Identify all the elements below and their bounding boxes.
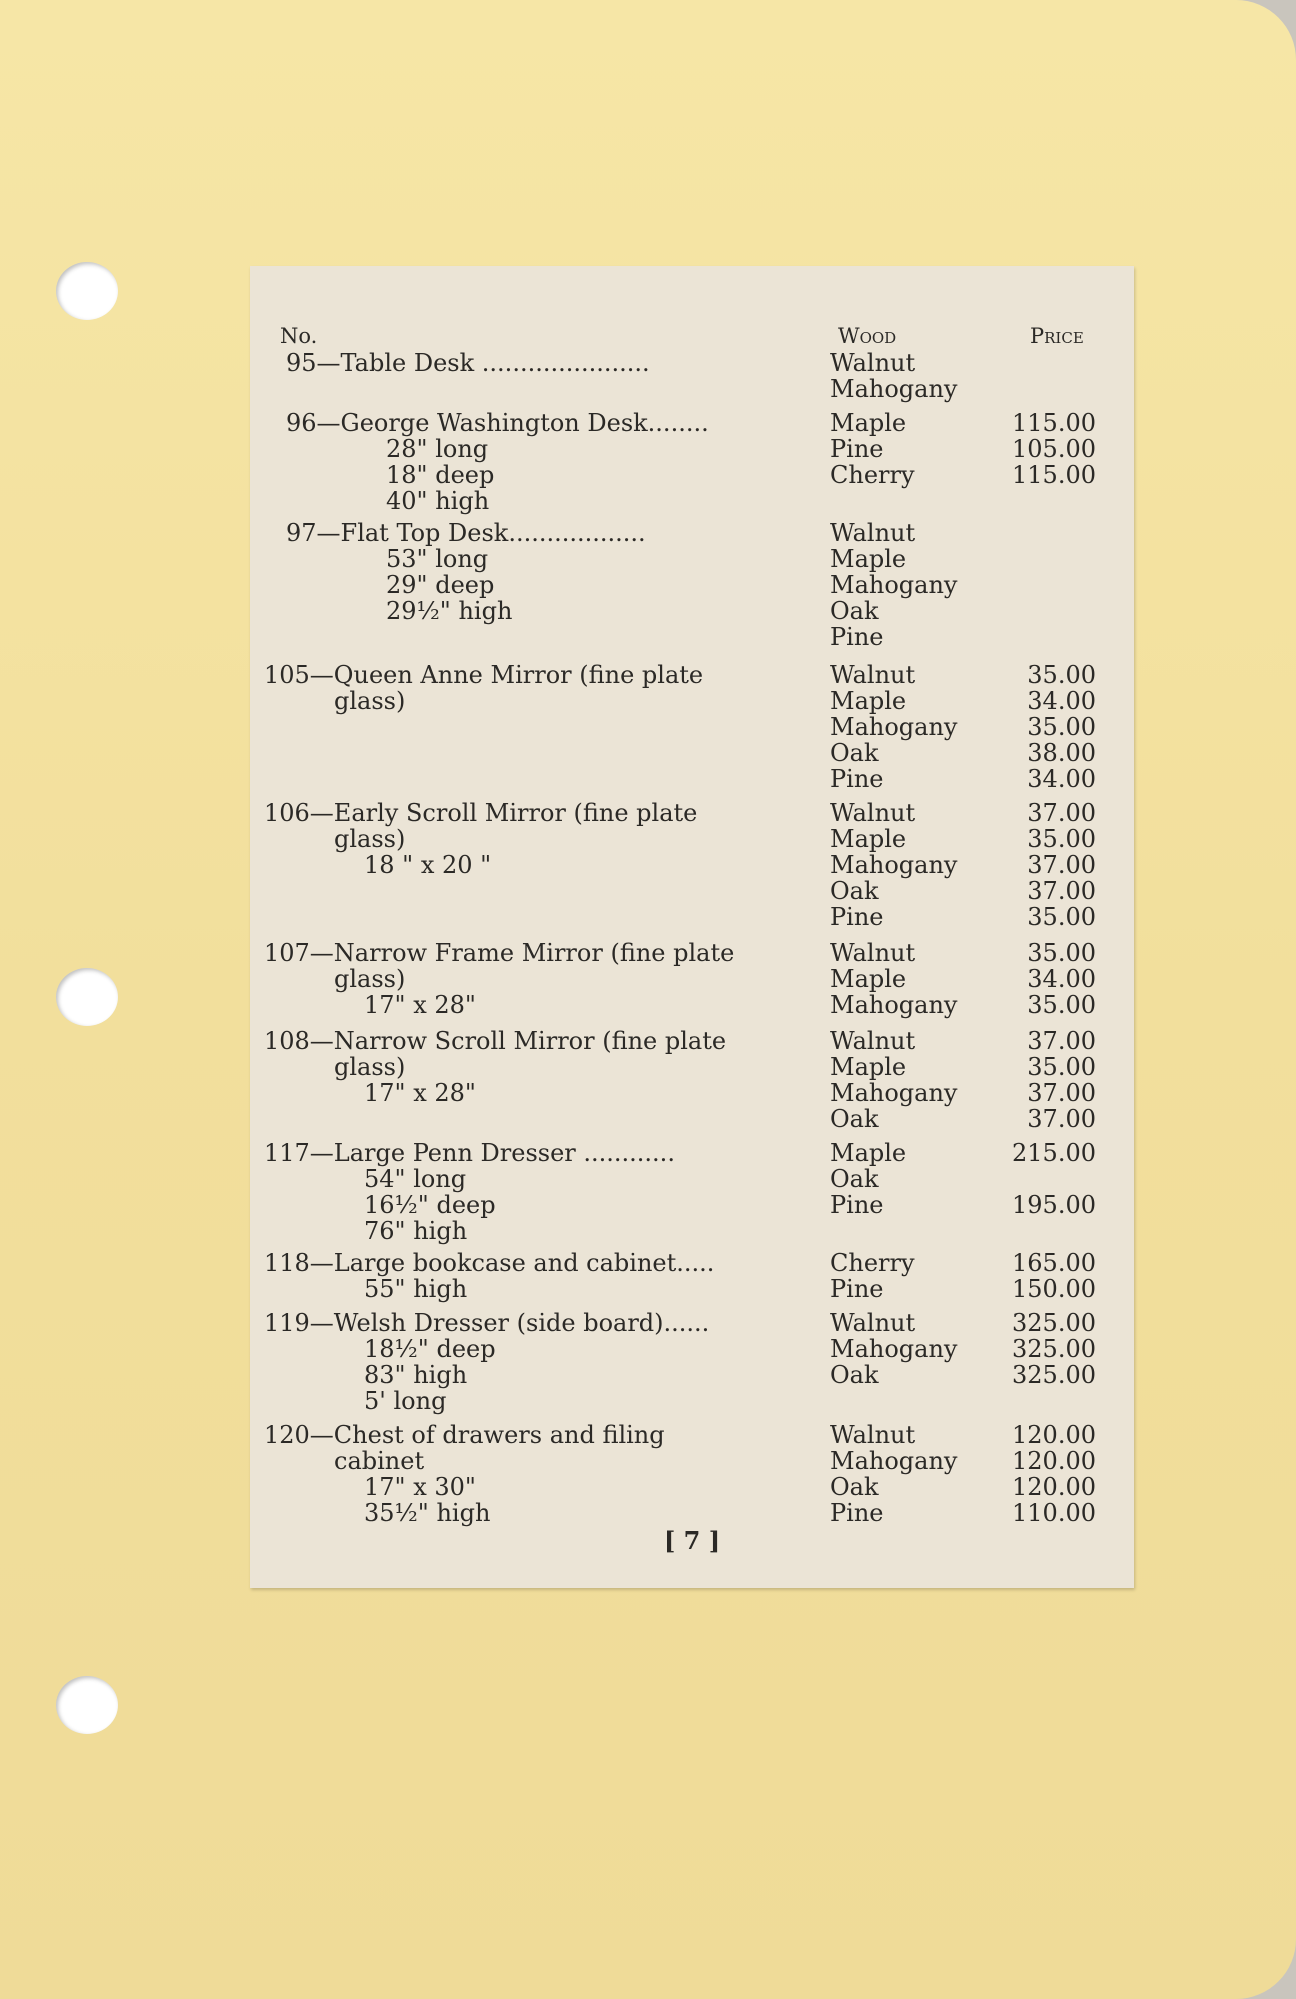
wood-list (830, 1422, 980, 1526)
price-value: 215.00 (1012, 1139, 1096, 1167)
wood-option: Oak (830, 739, 879, 767)
item-dimension: 76" high (364, 1217, 468, 1245)
wood-option: Walnut (830, 799, 916, 827)
wood-list (830, 940, 980, 1018)
item-dimension: 40" high (386, 487, 490, 515)
item-title: 119—Welsh Dresser (side board)...... (264, 1309, 710, 1337)
wood-option: Oak (830, 1165, 879, 1193)
wood-option: Oak (830, 877, 879, 905)
item-dimension: 53" long (386, 545, 489, 573)
price-value: 110.00 (1012, 1499, 1096, 1527)
wood-option: Maple (830, 409, 907, 437)
punch-hole (56, 968, 118, 1026)
wood-option: Maple (830, 545, 907, 573)
price-value: 37.00 (1027, 1027, 1096, 1055)
wood-list (830, 800, 980, 930)
wood-option: Pine (830, 765, 884, 793)
wood-option: Cherry (830, 461, 915, 489)
item-dimension: 5' long (364, 1387, 447, 1415)
price-list (990, 1140, 1096, 1218)
price-list (990, 1422, 1096, 1526)
wood-list (830, 410, 980, 488)
item-title: 97—Flat Top Desk.................. (286, 519, 646, 547)
punch-hole (56, 262, 118, 320)
item-title-continuation: glass) (334, 687, 406, 715)
wood-list (830, 1140, 980, 1218)
item-description (286, 520, 846, 624)
price-value: 325.00 (1012, 1335, 1096, 1363)
wood-option: Walnut (830, 1309, 916, 1337)
item-title: 105—Queen Anne Mirror (fine plate (264, 661, 704, 689)
price-list (990, 410, 1096, 488)
wood-option: Oak (830, 1361, 879, 1389)
price-value: 35.00 (1027, 903, 1096, 931)
item-description (264, 1028, 824, 1106)
wood-option: Mahogany (830, 1079, 958, 1107)
item-description (264, 800, 824, 878)
item-title: 120—Chest of drawers and filing (264, 1421, 665, 1449)
wood-list (830, 520, 980, 650)
price-value: 37.00 (1027, 877, 1096, 905)
price-value: 35.00 (1027, 991, 1096, 1019)
wood-option: Walnut (830, 519, 916, 547)
wood-option: Maple (830, 825, 907, 853)
wood-option: Cherry (830, 1249, 915, 1277)
wood-list (830, 1028, 980, 1132)
item-title: 107—Narrow Frame Mirror (fine plate (264, 939, 735, 967)
wood-option: Pine (830, 903, 884, 931)
wood-option: Mahogany (830, 851, 958, 879)
price-value: 120.00 (1012, 1447, 1096, 1475)
price-value: 325.00 (1012, 1309, 1096, 1337)
item-description (264, 1310, 824, 1414)
wood-option: Pine (830, 1191, 884, 1219)
item-description (286, 410, 846, 514)
item-dimension: 29" deep (386, 571, 495, 599)
wood-option: Mahogany (830, 571, 958, 599)
item-description (264, 1250, 824, 1302)
wood-option: Mahogany (830, 991, 958, 1019)
item-dimension: 16½" deep (364, 1191, 496, 1219)
page-number: [ 7 ] (663, 1526, 721, 1555)
wood-option: Pine (830, 1499, 884, 1527)
price-value: 34.00 (1027, 965, 1096, 993)
price-value: 120.00 (1012, 1421, 1096, 1449)
wood-option: Oak (830, 1473, 879, 1501)
item-dimension: 17" x 28" (364, 991, 476, 1019)
item-dimension: 17" x 28" (364, 1079, 476, 1107)
header-price: Price (1030, 324, 1084, 348)
wood-option: Maple (830, 965, 907, 993)
item-dimension: 18 " x 20 " (364, 851, 492, 879)
price-list (990, 800, 1096, 930)
item-title: 106—Early Scroll Mirror (fine plate (264, 799, 698, 827)
wood-option: Walnut (830, 349, 916, 377)
wood-list (830, 350, 980, 402)
item-dimension: 17" x 30" (364, 1473, 476, 1501)
item-description (264, 1140, 824, 1244)
wood-option: Pine (830, 623, 884, 651)
item-dimension: 29½" high (386, 597, 513, 625)
item-title: 108—Narrow Scroll Mirror (fine plate (264, 1027, 727, 1055)
item-dimension: 18" deep (386, 461, 495, 489)
price-value: 37.00 (1027, 851, 1096, 879)
wood-option: Oak (830, 1105, 879, 1133)
price-value: 38.00 (1027, 739, 1096, 767)
price-value: 37.00 (1027, 799, 1096, 827)
item-description (286, 350, 846, 376)
price-value: 37.00 (1027, 1105, 1096, 1133)
item-dimension: 83" high (364, 1361, 468, 1389)
item-description (264, 1422, 824, 1526)
price-value: 120.00 (1012, 1473, 1096, 1501)
wood-list (830, 662, 980, 792)
header-no: No. (280, 324, 318, 348)
price-value: 35.00 (1027, 825, 1096, 853)
wood-option: Walnut (830, 1421, 916, 1449)
price-value: 35.00 (1027, 661, 1096, 689)
price-value: 115.00 (1012, 409, 1096, 437)
price-value: 35.00 (1027, 939, 1096, 967)
wood-option: Walnut (830, 939, 916, 967)
price-value: 150.00 (1012, 1275, 1096, 1303)
wood-option: Mahogany (830, 1335, 958, 1363)
item-title-continuation: cabinet (334, 1447, 425, 1475)
item-dimension: 35½" high (364, 1499, 491, 1527)
wood-option: Oak (830, 597, 879, 625)
price-list (990, 1250, 1096, 1302)
wood-option: Pine (830, 1275, 884, 1303)
wood-option: Maple (830, 687, 907, 715)
price-value: 325.00 (1012, 1361, 1096, 1389)
price-value: 34.00 (1027, 687, 1096, 715)
item-title-continuation: glass) (334, 1053, 406, 1081)
price-value: 115.00 (1012, 461, 1096, 489)
wood-option: Mahogany (830, 713, 958, 741)
item-title-continuation: glass) (334, 965, 406, 993)
wood-option: Walnut (830, 1027, 916, 1055)
item-description (264, 662, 824, 714)
item-dimension: 55" high (364, 1275, 468, 1303)
item-title: 96—George Washington Desk........ (286, 409, 709, 437)
item-description (264, 940, 824, 1018)
header-wood: Wood (838, 324, 897, 348)
price-value: 35.00 (1027, 1053, 1096, 1081)
wood-option: Mahogany (830, 375, 958, 403)
price-list (990, 662, 1096, 792)
item-dimension: 54" long (364, 1165, 467, 1193)
wood-option: Mahogany (830, 1447, 958, 1475)
item-title: 117—Large Penn Dresser ............ (264, 1139, 675, 1167)
wood-option: Maple (830, 1139, 907, 1167)
price-list (990, 1028, 1096, 1132)
price-value: 165.00 (1012, 1249, 1096, 1277)
item-title-continuation: glass) (334, 825, 406, 853)
price-list (990, 1310, 1096, 1388)
item-title: 95—Table Desk ...................... (286, 349, 650, 377)
wood-option: Maple (830, 1053, 907, 1081)
catalog-card (250, 266, 1134, 1588)
wood-option: Pine (830, 435, 884, 463)
price-list (990, 940, 1096, 1018)
price-value: 35.00 (1027, 713, 1096, 741)
wood-list (830, 1310, 980, 1388)
price-value: 34.00 (1027, 765, 1096, 793)
price-value (990, 1166, 1096, 1192)
item-dimension: 28" long (386, 435, 489, 463)
item-dimension: 18½" deep (364, 1335, 496, 1363)
price-value: 195.00 (1012, 1191, 1096, 1219)
wood-list (830, 1250, 980, 1302)
item-title: 118—Large bookcase and cabinet..... (264, 1249, 715, 1277)
punch-hole (56, 1676, 118, 1734)
price-value: 105.00 (1012, 435, 1096, 463)
price-value: 37.00 (1027, 1079, 1096, 1107)
wood-option: Walnut (830, 661, 916, 689)
